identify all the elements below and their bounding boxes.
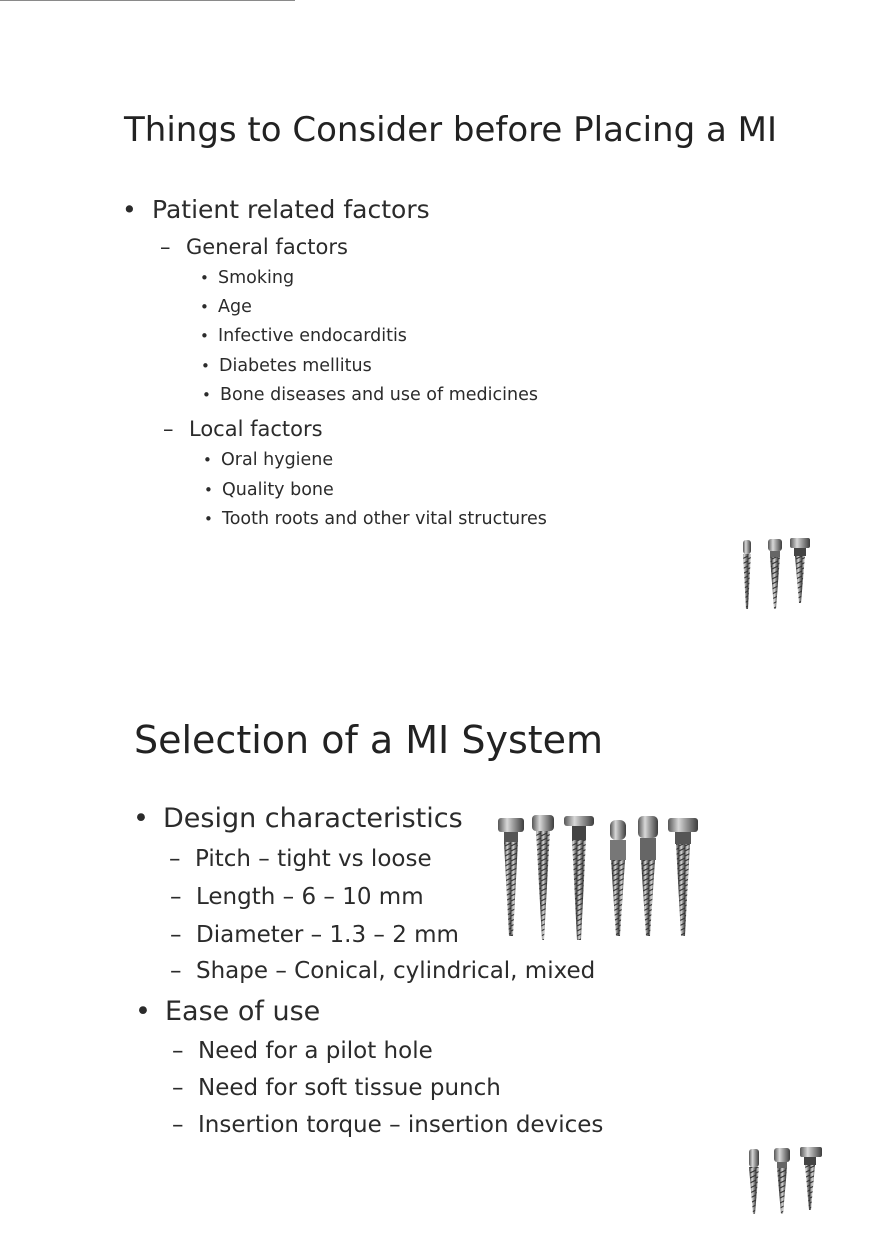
list-item: • Quality bone (222, 480, 334, 500)
list-item: – Insertion torque – insertion devices (198, 1112, 603, 1138)
list-item: – Pitch – tight vs loose (195, 846, 432, 872)
slide-1-title: Things to Consider before Placing a MI (124, 110, 777, 150)
list-item: • Oral hygiene (221, 450, 333, 470)
slide-2-title: Selection of a MI System (134, 718, 604, 762)
bullet-patient-factors: • Patient related factors (152, 195, 430, 224)
list-item: • Infective endocarditis (218, 326, 407, 346)
list-item: • Diabetes mellitus (219, 356, 372, 376)
list-item: • Tooth roots and other vital structures (222, 509, 547, 529)
six-miniscrew-designs-image (493, 812, 703, 944)
top-rule (0, 0, 295, 1)
list-item: • Smoking (218, 268, 294, 288)
list-item: • Bone diseases and use of medicines (220, 385, 538, 405)
three-miniscrews-image (744, 1144, 828, 1218)
subbullet-general-factors: – General factors (186, 235, 348, 259)
list-item: • Age (218, 297, 252, 317)
subbullet-local-factors: – Local factors (189, 417, 323, 441)
list-item: – Need for soft tissue punch (198, 1075, 501, 1101)
bullet-ease-of-use: • Ease of use (165, 996, 320, 1027)
list-item: – Shape – Conical, cylindrical, mixed (196, 958, 595, 984)
list-item: – Length – 6 – 10 mm (196, 884, 424, 910)
list-item: – Need for a pilot hole (198, 1038, 433, 1064)
list-item: – Diameter – 1.3 – 2 mm (196, 922, 459, 948)
three-miniscrews-image (736, 535, 816, 613)
bullet-design-characteristics: • Design characteristics (163, 803, 463, 834)
